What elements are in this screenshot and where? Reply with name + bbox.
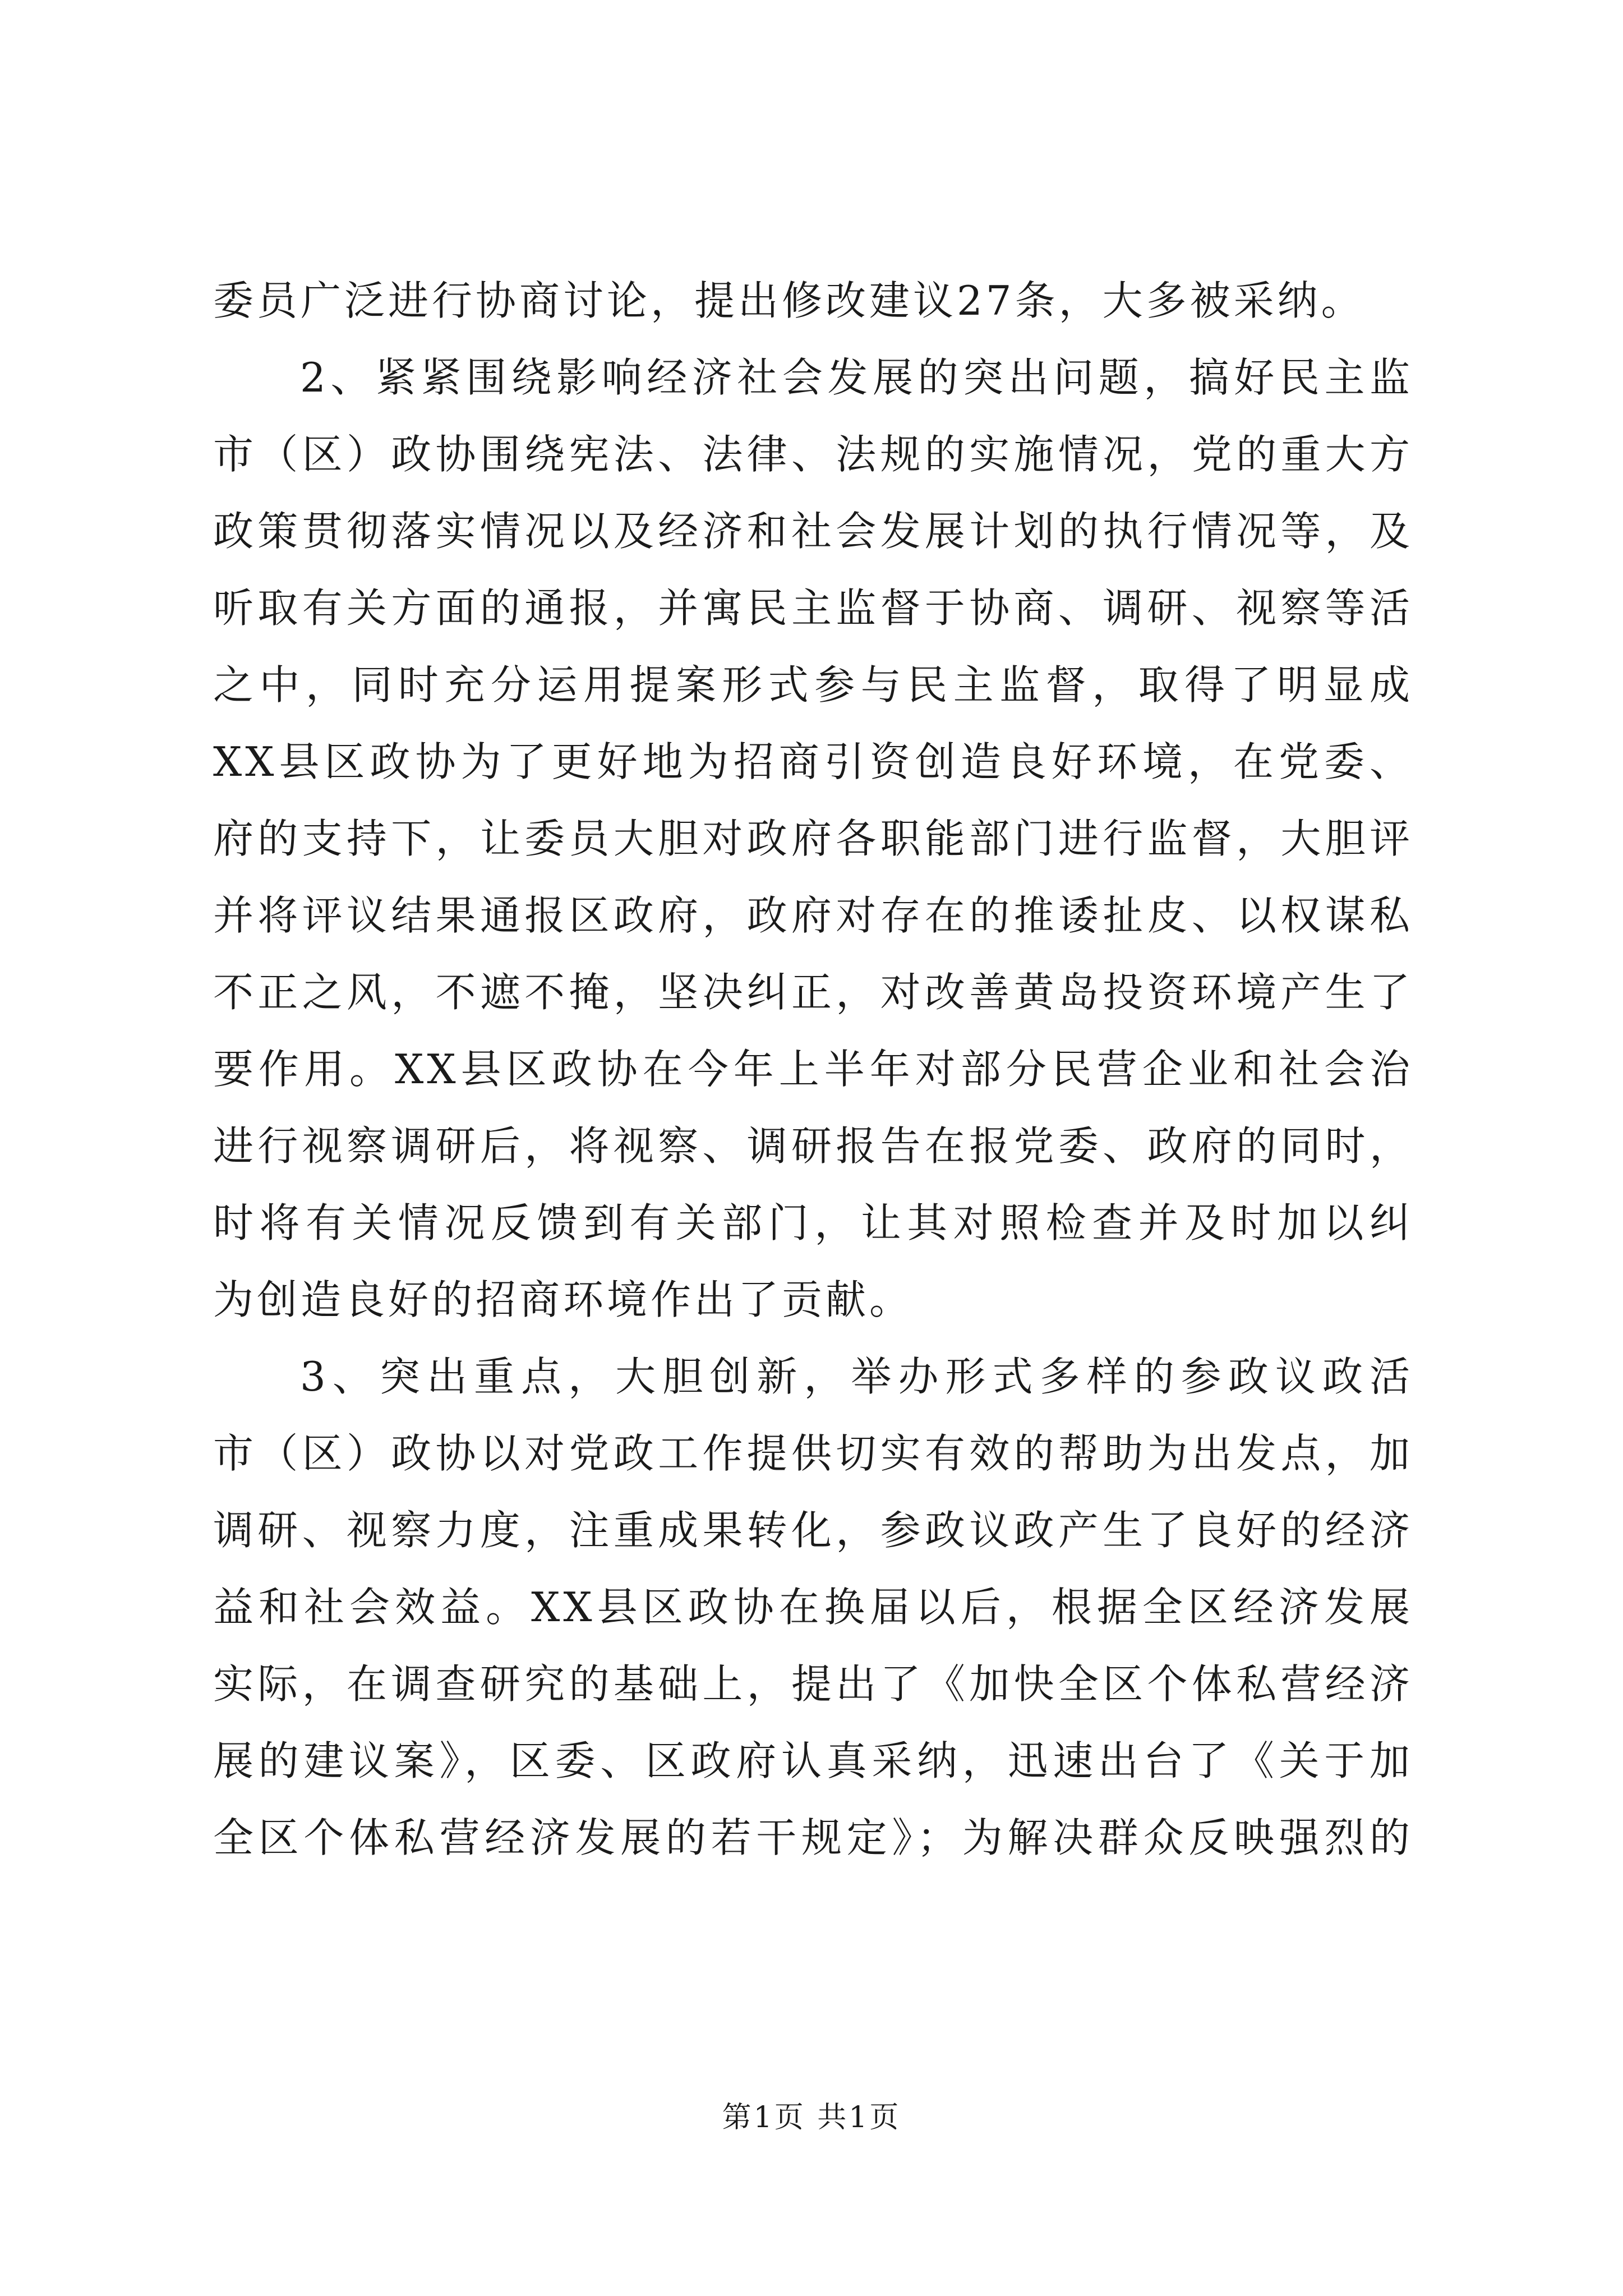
body-line-8: 府的支持下，让委员大胆对政府各职能部门进行监督，大胆评 <box>213 815 1413 862</box>
body-line-2: 2、紧紧围绕影响经济社会发展的突出问题，搞好民主监 <box>300 354 1413 401</box>
body-line-17: 调研、视察力度，注重成果转化，参政议政产生了良好的经济 <box>213 1507 1413 1554</box>
body-line-9: 并将评议结果通报区政府，政府对存在的推诿扯皮、以权谋私 <box>213 892 1413 939</box>
body-line-4: 政策贯彻落实情况以及经济和社会发展计划的执行情况等，及 <box>213 508 1413 555</box>
body-line-14: 为创造良好的招商环境作出了贡献。 <box>213 1276 914 1323</box>
body-line-21: 全区个体私营经济发展的若干规定》；为解决群众反映强烈的 <box>213 1814 1413 1861</box>
body-line-15: 3、突出重点，大胆创新，举办形式多样的参政议政活 <box>300 1353 1413 1400</box>
body-line-11: 要作用。XX县区政协在今年上半年对部分民营企业和社会治 <box>213 1046 1413 1093</box>
body-line-16: 市（区）政协以对党政工作提供切实有效的帮助为出发点，加 <box>213 1430 1413 1477</box>
body-line-1: 委员广泛进行协商讨论，提出修改建议27条，大多被采纳。 <box>213 277 1365 324</box>
body-line-13: 时将有关情况反馈到有关部门，让其对照检查并及时加以纠 <box>213 1199 1413 1246</box>
body-line-5: 听取有关方面的通报，并寓民主监督于协商、调研、视察等活 <box>213 585 1413 632</box>
body-line-7: XX县区政协为了更好地为招商引资创造良好环境，在党委、 <box>213 738 1413 785</box>
body-line-20: 展的建议案》，区委、区政府认真采纳，迅速出台了《关于加 <box>213 1737 1413 1784</box>
body-line-3: 市（区）政协围绕宪法、法律、法规的实施情况，党的重大方 <box>213 431 1413 478</box>
body-line-12: 进行视察调研后，将视察、调研报告在报党委、政府的同时， <box>213 1122 1413 1170</box>
page-number-footer: 第1页 共1页 <box>722 2101 901 2134</box>
body-line-19: 实际，在调查研究的基础上，提出了《加快全区个体私营经济 <box>213 1660 1413 1708</box>
document-body <box>213 263 1413 1876</box>
body-line-6: 之中，同时充分运用提案形式参与民主监督，取得了明显成 <box>213 661 1413 708</box>
body-line-10: 不正之风，不遮不掩，坚决纠正，对改善黄岛投资环境产生了 <box>213 969 1413 1016</box>
body-line-18: 益和社会效益。XX县区政协在换届以后，根据全区经济发展 <box>213 1584 1413 1631</box>
